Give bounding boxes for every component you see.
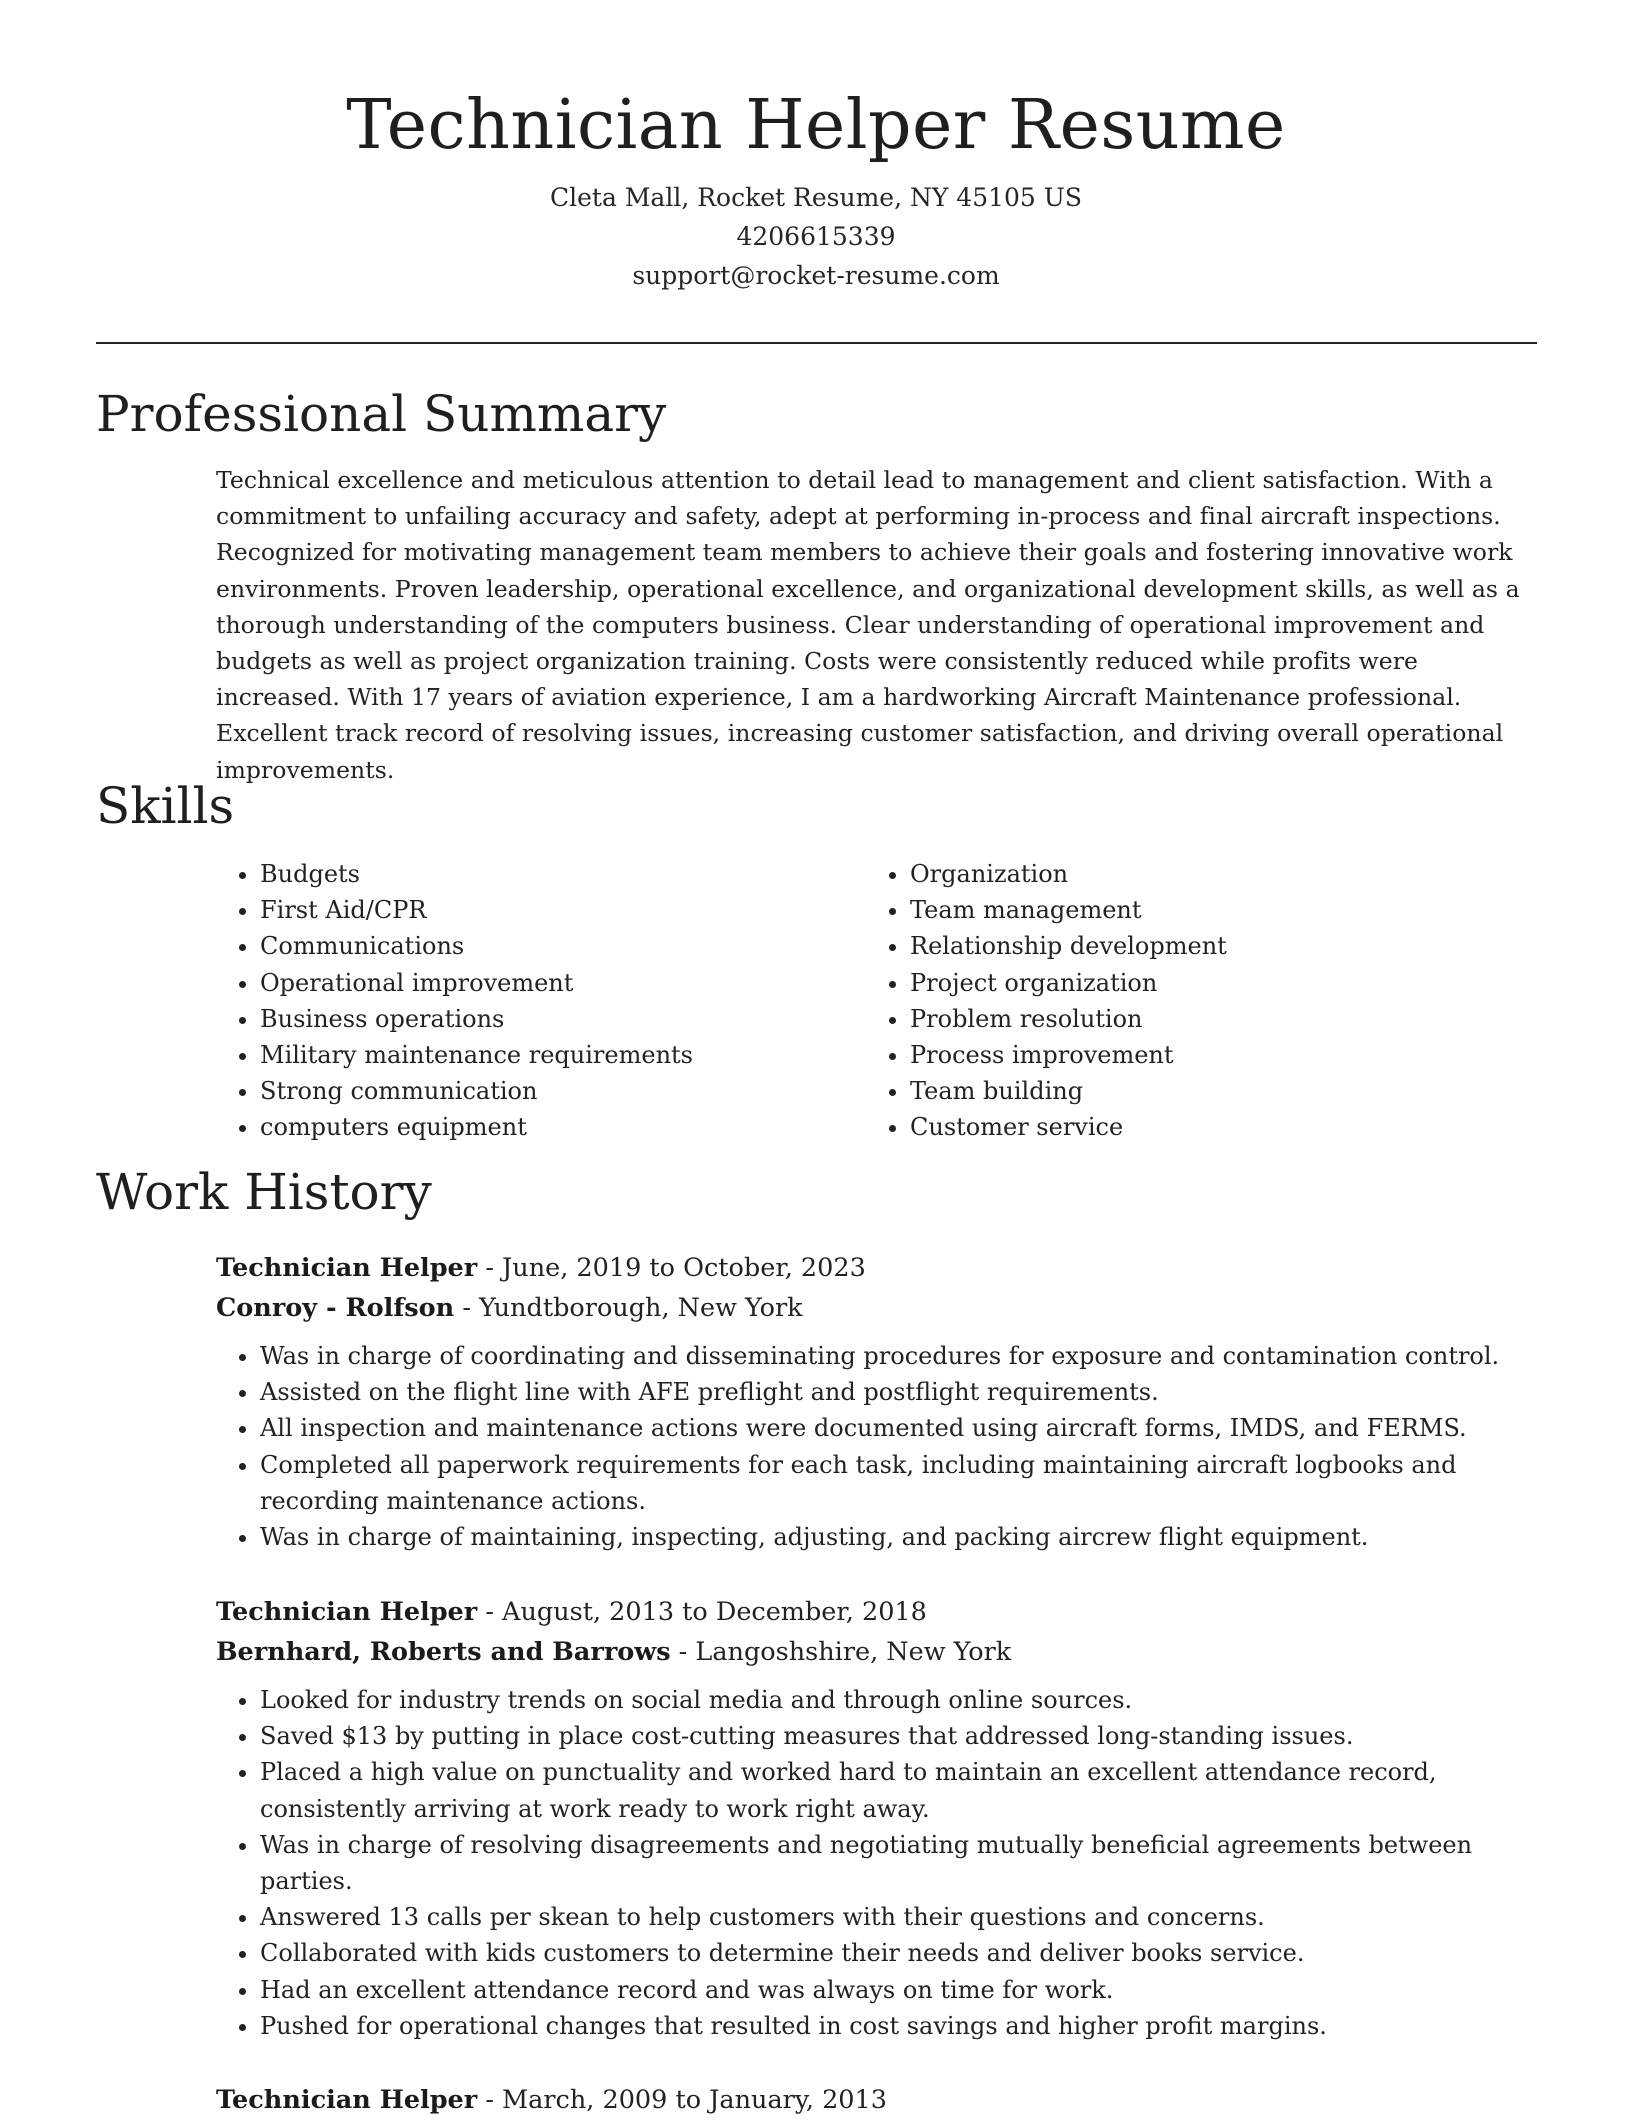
skill-item: • Organization [910, 856, 1530, 892]
skill-item: • Team building [910, 1073, 1530, 1109]
job-company-line [216, 1288, 1536, 1328]
job-bullet: • Had an excellent attendance record and was always on time for work. [260, 1972, 1536, 2008]
job-bullet: • Was in charge of maintaining, inspecting, adjusting, and packing aircrew flight equipment. [260, 1519, 1536, 1555]
job-bullet: • All inspection and maintenance actions were documented using aircraft forms, IMDS, and FERMS. [260, 1410, 1536, 1446]
job-bullet: • Collaborated with kids customers to determine their needs and deliver books service. [260, 1935, 1536, 1971]
skills-list-right [866, 856, 1530, 1146]
contact-phone: 4206615339 [736, 222, 896, 251]
job-company: Conroy - Rolfson [216, 1293, 455, 1323]
job-bullet-list [216, 1682, 1536, 2044]
job-bullet: • Placed a high value on punctuality and worked hard to maintain an excellent attendance record, consistently arriving at work ready to work right away. [260, 1754, 1536, 1826]
skills-list-left [216, 856, 820, 1146]
job-entry [216, 1248, 1536, 1555]
skill-item: • Relationship development [910, 928, 1530, 964]
work-history-heading: Work History [96, 1163, 432, 1221]
skill-item: • Team management [910, 892, 1530, 928]
contact-block [0, 178, 1632, 295]
job-dates: - June, 2019 to October, 2023 [477, 1253, 866, 1283]
job-bullet: • Pushed for operational changes that resulted in cost savings and higher profit margins. [260, 2008, 1536, 2044]
job-title: Technician Helper [216, 1597, 478, 1627]
skill-item: • Project organization [910, 965, 1530, 1001]
job-bullet: • Completed all paperwork requirements for each task, including maintaining aircraft logbooks and recording maintenance actions. [260, 1447, 1536, 1519]
job-title-line [216, 2080, 1536, 2120]
resume-title: Technician Helper Resume [346, 86, 1286, 165]
job-location: - Yundtborough, New York [454, 1293, 803, 1323]
skill-item: • Business operations [260, 1001, 820, 1037]
summary-heading: Professional Summary [96, 385, 667, 443]
skill-item: • Military maintenance requirements [260, 1037, 820, 1073]
skill-item: • First Aid/CPR [260, 892, 820, 928]
skill-item: • Process improvement [910, 1037, 1530, 1073]
header-divider [96, 342, 1537, 344]
job-bullet-list [216, 1338, 1536, 1555]
job-title-line [216, 1592, 1536, 1632]
job-bullet: • Assisted on the flight line with AFE preflight and postflight requirements. [260, 1374, 1536, 1410]
contact-email: support@rocket-resume.com [632, 261, 1000, 290]
job-entry [216, 2080, 1536, 2120]
job-bullet: • Answered 13 calls per skean to help customers with their questions and concerns. [260, 1899, 1536, 1935]
skill-item: • Customer service [910, 1109, 1530, 1145]
job-bullet: • Was in charge of coordinating and disseminating procedures for exposure and contamination control. [260, 1338, 1536, 1374]
job-title: Technician Helper [216, 1253, 478, 1283]
job-company: Bernhard, Roberts and Barrows [216, 1637, 671, 1667]
job-bullet: • Was in charge of resolving disagreements and negotiating mutually beneficial agreements between parties. [260, 1827, 1536, 1899]
skills-heading: Skills [96, 777, 235, 835]
resume-header [0, 0, 1632, 295]
job-title: Technician Helper [216, 2085, 478, 2115]
skill-item: • Problem resolution [910, 1001, 1530, 1037]
job-bullet: • Saved $13 by putting in place cost-cutting measures that addressed long-standing issues. [260, 1718, 1536, 1754]
summary-text: Technical excellence and meticulous attention to detail lead to management and client satisfaction. With a commitment to unfailing accuracy and safety, adept at performing in-process and final aircraft inspections. Recognized for motivating management team members to achieve their goals and fostering innovative work environments. Proven leadership, operational excellence, and organizational development skills, as well as a thorough understanding of the computers business. Clear understanding of operational improvement and budgets as well as project organization training. Costs were consistently reduced while profits were increased. With 17 years of aviation experience, I am a hardworking Aircraft Maintenance professional. Excellent track record of resolving issues, increasing customer satisfaction, and driving overall operational improvements. [216, 466, 1520, 784]
job-dates: - March, 2009 to January, 2013 [477, 2085, 887, 2115]
job-bullet: • Looked for industry trends on social media and through online sources. [260, 1682, 1536, 1718]
job-entry [216, 1592, 1536, 2044]
contact-address: Cleta Mall, Rocket Resume, NY 45105 US [550, 183, 1082, 212]
job-location: - Langoshshire, New York [670, 1637, 1012, 1667]
job-dates: - August, 2013 to December, 2018 [477, 1597, 927, 1627]
skill-item: • Budgets [260, 856, 820, 892]
skill-item: • computers equipment [260, 1109, 820, 1145]
job-title-line [216, 1248, 1536, 1288]
skill-item: • Strong communication [260, 1073, 820, 1109]
skill-item: • Communications [260, 928, 820, 964]
job-company-line [216, 1632, 1536, 1672]
skill-item: • Operational improvement [260, 965, 820, 1001]
